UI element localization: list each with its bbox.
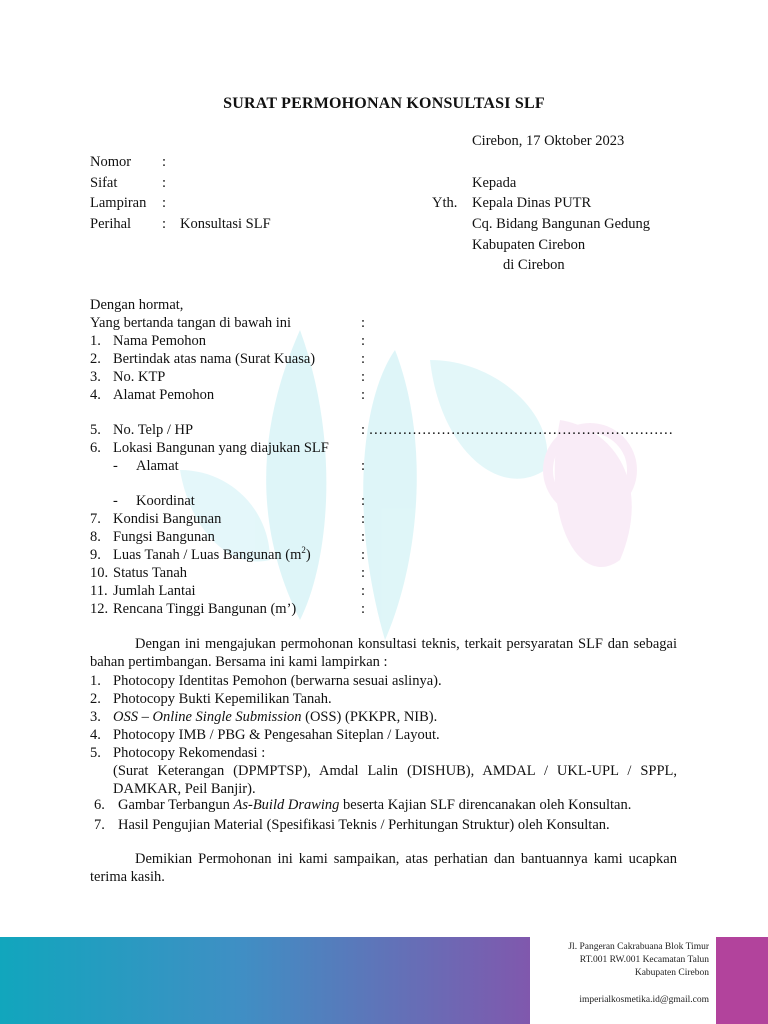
attachment-item: Photocopy Rekomendasi : <box>113 745 266 761</box>
closing-paragraph <box>90 850 677 886</box>
meta-colon: : <box>162 216 167 232</box>
letter-date: Cirebon, 17 Oktober 2023 <box>472 133 625 149</box>
document-title: SURAT PERMOHONAN KONSULTASI SLF <box>223 95 545 112</box>
attachment-item: Photocopy Bukti Kepemilikan Tanah. <box>113 691 332 707</box>
field-label-luas-tanah <box>113 546 311 564</box>
field-label-status-tanah: Status Tanah <box>113 565 188 581</box>
attachment-item <box>118 796 631 814</box>
field-number: 12. <box>90 601 109 617</box>
attachment-item: Hasil Pengujian Material (Spesifikasi Teknis / Perhitungan Struktur) oleh Konsultan. <box>118 817 610 833</box>
attachment-italic: As-Build Drawing <box>233 797 340 813</box>
field-number: 2. <box>90 351 101 367</box>
attachment-text-pre: Gambar Terbangun <box>118 797 234 813</box>
field-number: 3. <box>90 369 101 385</box>
body-paragraph <box>90 635 677 671</box>
attachment-number: 4. <box>90 727 101 743</box>
field-number: 6. <box>90 440 101 456</box>
meta-colon: : <box>162 195 167 211</box>
field-number: 1. <box>90 333 101 349</box>
field-colon: : <box>361 601 366 617</box>
field-label-alamat: Alamat <box>136 458 179 474</box>
meta-colon: : <box>162 154 167 170</box>
field-label-luas-text: Luas Tanah / Luas Bangunan (m <box>113 547 302 563</box>
field-number: 11. <box>90 583 108 599</box>
body-paragraph-text: Dengan ini mengajukan permohonan konsultasi teknis, terkait persyaratan SLF dan sebagai bahan pertimbangan. Bersama ini kami lampirkan : <box>90 636 677 670</box>
field-colon: : <box>361 529 366 545</box>
field-label-luas-close: ) <box>305 547 311 563</box>
field-label-lokasi-bangunan: Lokasi Bangunan yang diajukan SLF <box>113 440 329 456</box>
field-number: 5. <box>90 422 101 438</box>
attachment-number: 7. <box>94 817 105 833</box>
attachment-text: beserta Kajian SLF direncanakan oleh Konsultan. <box>339 797 632 813</box>
attachment-number: 5. <box>90 745 101 761</box>
field-colon: : <box>361 565 366 581</box>
meta-label-sifat: Sifat <box>90 175 118 191</box>
attachment-item: Photocopy Identitas Pemohon (berwarna sesuai aslinya). <box>113 673 442 689</box>
field-number: 4. <box>90 387 101 403</box>
field-colon: : <box>361 351 366 367</box>
footer-email[interactable]: imperialkosmetika.id@gmail.com <box>579 995 709 1005</box>
attachment-item: Photocopy IMB / PBG & Pengesahan Siteplan / Layout. <box>113 727 440 743</box>
field-number: 7. <box>90 511 101 527</box>
footer-address-line-3: Kabupaten Cirebon <box>634 968 709 978</box>
intro-label: Yang bertanda tangan di bawah ini <box>90 315 292 331</box>
attachment-number: 3. <box>90 709 101 725</box>
recipient-line-4: di Cirebon <box>503 257 565 273</box>
field-dash: - <box>113 493 118 509</box>
field-dash: - <box>113 458 118 474</box>
recipient-line-3: Kabupaten Cirebon <box>472 237 586 253</box>
field-label-nama-pemohon: Nama Pemohon <box>113 333 207 349</box>
recipient-kepada: Kepada <box>472 175 517 191</box>
field-label-rencana-tinggi: Rencana Tinggi Bangunan (m’) <box>113 601 297 617</box>
field-number: 9. <box>90 547 101 563</box>
field-colon: : <box>361 583 366 599</box>
footer-bar <box>0 937 768 1024</box>
closing-paragraph-text: Demikian Permohonan ini kami sampaikan, atas perhatian dan bantuannya kami ucapkan terima kasih. <box>90 851 677 885</box>
field-label-no-ktp: No. KTP <box>113 369 166 385</box>
field-colon: : <box>361 315 366 331</box>
attachment-number: 1. <box>90 673 101 689</box>
field-number: 10. <box>90 565 109 581</box>
field-label-jumlah-lantai: Jumlah Lantai <box>113 583 196 599</box>
footer-address-line-2: RT.001 RW.001 Kecamatan Talun <box>579 955 709 965</box>
field-label-koordinat: Koordinat <box>136 493 195 509</box>
field-colon: : <box>361 458 366 474</box>
meta-label-lampiran: Lampiran <box>90 195 147 211</box>
attachment-number: 2. <box>90 691 101 707</box>
field-label-no-telp: No. Telp / HP <box>113 422 194 438</box>
attachment-item <box>113 708 437 726</box>
field-colon: : <box>361 369 366 385</box>
field-number: 8. <box>90 529 101 545</box>
field-dotted-line: : ……………………………………………………… <box>361 422 674 438</box>
field-label-fungsi-bangunan: Fungsi Bangunan <box>113 529 215 545</box>
attachment-text: (OSS) (PKKPR, NIB). <box>301 709 438 725</box>
field-colon: : <box>361 511 366 527</box>
meta-label-nomor: Nomor <box>90 154 132 170</box>
recipient-line-1: Kepala Dinas PUTR <box>472 195 592 211</box>
field-label-alamat-pemohon: Alamat Pemohon <box>113 387 215 403</box>
meta-colon: : <box>162 175 167 191</box>
superscript-2: 2 <box>301 545 306 556</box>
meta-label-perihal: Perihal <box>90 216 132 232</box>
field-colon: : <box>361 547 366 563</box>
footer-address-line-1: Jl. Pangeran Cakrabuana Blok Timur <box>568 942 709 952</box>
field-colon: : <box>361 333 366 349</box>
field-colon: : <box>361 493 366 509</box>
footer-accent-band <box>716 937 768 1024</box>
attachment-number: 6. <box>94 797 105 813</box>
field-colon: : <box>361 387 366 403</box>
footer-gradient-band <box>0 937 530 1024</box>
field-label-kondisi-bangunan: Kondisi Bangunan <box>113 511 222 527</box>
recipient-line-2: Cq. Bidang Bangunan Gedung <box>472 216 651 232</box>
field-label-bertindak-atas-nama: Bertindak atas nama (Surat Kuasa) <box>113 351 316 367</box>
attachment-item-continuation: (Surat Keterangan (DPMPTSP), Amdal Lalin (DISHUB), AMDAL / UKL-UPL / SPPL, DAMKAR, Peil Banjir). <box>113 763 677 797</box>
greeting: Dengan hormat, <box>90 297 184 313</box>
recipient-yth: Yth. <box>432 195 458 211</box>
meta-value-perihal: Konsultasi SLF <box>180 216 271 232</box>
attachment-italic: OSS – Online Single Submission <box>113 709 302 725</box>
